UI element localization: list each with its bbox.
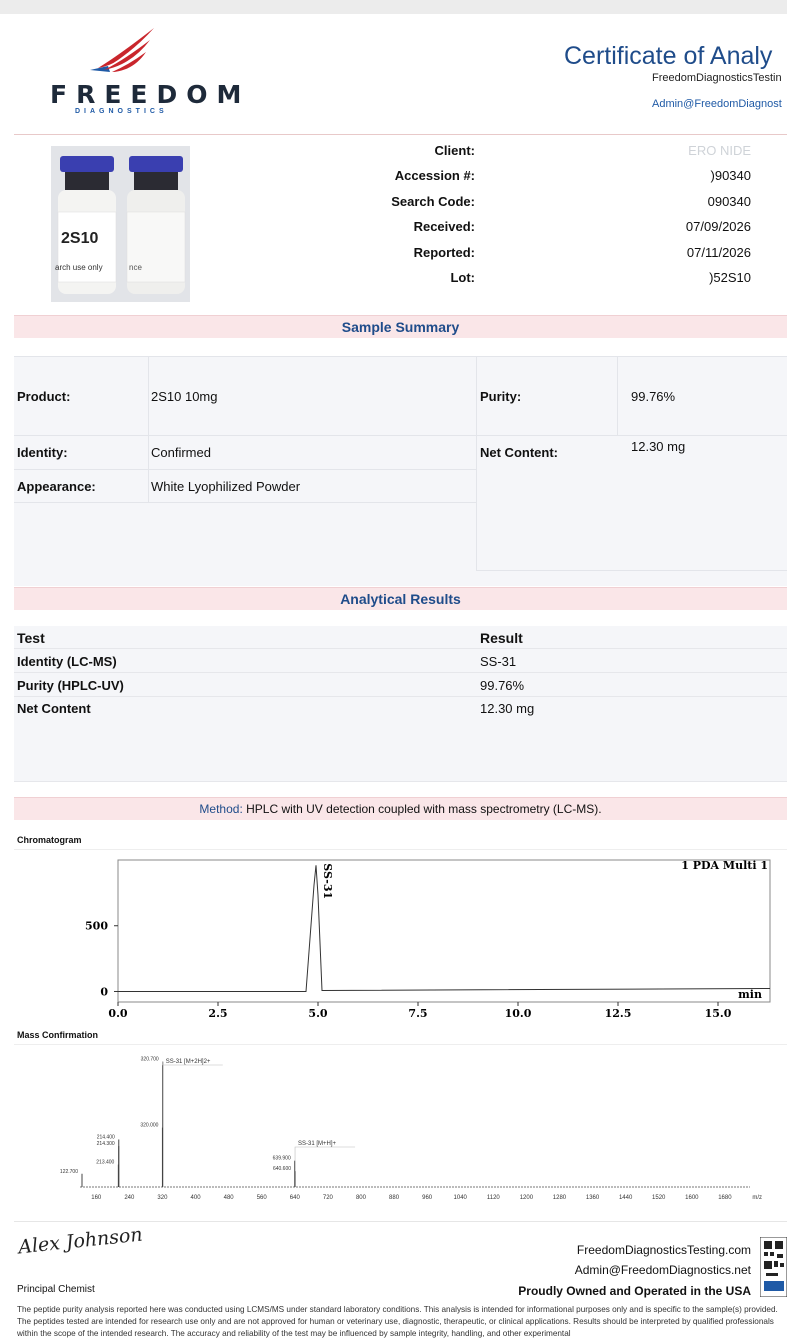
role: Principal Chemist bbox=[17, 1284, 95, 1295]
results-panel bbox=[14, 626, 787, 782]
brand-subname: DIAGNOSTICS bbox=[75, 108, 168, 115]
summary-mid-line bbox=[476, 356, 477, 570]
chromatogram-x-tick-label: 12.5 bbox=[604, 1007, 632, 1020]
summary-col-line bbox=[148, 356, 149, 502]
mass-x-tick-label: 560 bbox=[256, 1195, 267, 1201]
mass-peak-label: 213.400 bbox=[96, 1159, 115, 1166]
mass-x-tick-label: 720 bbox=[322, 1195, 333, 1201]
results-test: Purity (HPLC-UV) bbox=[17, 678, 124, 693]
sample-photo bbox=[51, 146, 190, 302]
summary-col-line-2 bbox=[617, 356, 618, 436]
results-col-test: Test bbox=[17, 630, 45, 646]
mass-x-tick-label: 480 bbox=[223, 1195, 234, 1201]
info-value: 090340 bbox=[707, 194, 751, 209]
mass-peak-label: 320.000 bbox=[140, 1122, 159, 1129]
info-label: Accession #: bbox=[394, 168, 475, 183]
results-bottom-line bbox=[14, 781, 787, 782]
vial-sublabel: arch use only bbox=[55, 263, 103, 272]
product-label: Product: bbox=[17, 389, 71, 404]
chromatogram-legend: 1 PDA Multi 1 bbox=[681, 859, 768, 872]
summary-row-line bbox=[14, 435, 787, 436]
chromatogram-trace bbox=[118, 865, 770, 991]
info-label: Reported: bbox=[413, 245, 475, 260]
identity-label: Identity: bbox=[17, 445, 68, 460]
signature: Alex Johnson bbox=[17, 1223, 144, 1259]
method-band bbox=[14, 797, 787, 820]
net-content-label: Net Content: bbox=[480, 445, 558, 460]
results-value: 99.76% bbox=[480, 678, 525, 693]
qr-code-icon[interactable] bbox=[760, 1237, 787, 1297]
mass-peak-label: 214.400 bbox=[96, 1134, 115, 1141]
disclaimer: The peptide purity analysis reported here was conducted using LCMS/MS under standard laboratory conditions. This analysis is intended for informational purposes only and is specific to the sample(s) provided. The peptides tested are intended for research use only and are not approved for human or veterinary use, diagnostic, therapeutic, or clinical applications. Results should be interpreted by qualified professionals within the scope of the intended research. The accuracy and reliability of the test may be influenced by sample integrity, handling, and other experimental bbox=[17, 1305, 778, 1338]
results-row-line bbox=[14, 648, 787, 649]
info-label: Search Code: bbox=[391, 194, 475, 209]
mass-x-unit: m/z bbox=[752, 1195, 762, 1201]
identity-value: Confirmed bbox=[151, 445, 211, 460]
chromatogram-chart bbox=[0, 850, 787, 1025]
chromatogram-y-tick-label: 0 bbox=[100, 985, 108, 999]
vials-icon bbox=[51, 146, 190, 302]
product-value: 2S10 10mg bbox=[151, 389, 218, 404]
mass-x-tick-label: 1120 bbox=[486, 1195, 500, 1201]
method-text: HPLC with UV detection coupled with mass spectrometry (LC-MS). bbox=[246, 802, 602, 816]
purity-label: Purity: bbox=[480, 389, 522, 404]
mass-x-tick-label: 1360 bbox=[585, 1195, 600, 1201]
method-label: Method: bbox=[199, 802, 243, 816]
analytical-results-title: Analytical Results bbox=[340, 591, 461, 607]
info-value: 07/09/2026 bbox=[685, 219, 751, 234]
mass-annotation-leader bbox=[295, 1147, 355, 1161]
info-value: )90340 bbox=[710, 168, 751, 183]
header-email[interactable]: Admin@FreedomDiagnost bbox=[652, 98, 782, 110]
summary-row-line-2 bbox=[14, 469, 476, 470]
chromatogram-x-tick-label: 5.0 bbox=[308, 1007, 328, 1020]
mass-peak-label: 214.300 bbox=[96, 1141, 115, 1148]
mass-spectrum-chart bbox=[0, 1045, 787, 1205]
chromatogram-x-tick-label: 2.5 bbox=[208, 1007, 228, 1020]
sample-summary-band bbox=[14, 315, 787, 338]
mass-x-tick-label: 1440 bbox=[618, 1195, 633, 1201]
certificate-title: Certificate of Analy bbox=[564, 42, 773, 70]
purity-value: 99.76% bbox=[631, 389, 676, 404]
mass-x-tick-label: 400 bbox=[190, 1195, 201, 1201]
results-row-line bbox=[14, 672, 787, 673]
info-value: ERO NIDE bbox=[688, 143, 751, 158]
results-row-line bbox=[14, 696, 787, 697]
mass-x-tick-label: 640 bbox=[289, 1195, 300, 1201]
mass-x-tick-label: 1680 bbox=[718, 1195, 732, 1201]
mass-peak-label: 640.600 bbox=[272, 1166, 292, 1173]
mass-peak-label: 639.900 bbox=[272, 1155, 291, 1162]
chromatogram-peak-label: SS-31 bbox=[321, 863, 334, 900]
brand-name: FREEDOM bbox=[50, 80, 251, 109]
footer-tagline: Proudly Owned and Operated in the USA bbox=[518, 1284, 751, 1298]
vial-sublabel-2: nce bbox=[129, 263, 142, 272]
chromatogram-x-tick-label: 0.0 bbox=[108, 1007, 128, 1020]
mass-x-tick-label: 240 bbox=[124, 1195, 135, 1201]
sample-summary-title: Sample Summary bbox=[341, 319, 460, 335]
results-test: Identity (LC-MS) bbox=[17, 654, 117, 669]
mass-peak-label: 122.700 bbox=[59, 1168, 78, 1175]
flag-logo-icon bbox=[88, 26, 158, 76]
info-label: Received: bbox=[413, 219, 475, 234]
mass-confirmation-label: Mass Confirmation bbox=[17, 1030, 99, 1040]
vial-label: 2S10 bbox=[61, 230, 99, 247]
results-value: SS-31 bbox=[480, 654, 517, 669]
results-value: 12.30 mg bbox=[480, 701, 535, 716]
mass-peak-label: 320.700 bbox=[140, 1056, 159, 1063]
mass-x-tick-label: 320 bbox=[157, 1195, 168, 1201]
mass-annotation: SS-31 [M+2H]2+ bbox=[165, 1059, 211, 1065]
footer-divider bbox=[14, 1221, 787, 1222]
mass-x-tick-label: 1520 bbox=[652, 1195, 666, 1201]
mass-x-tick-label: 800 bbox=[355, 1195, 366, 1201]
mass-x-tick-label: 160 bbox=[91, 1195, 102, 1201]
top-bar bbox=[0, 0, 787, 14]
mass-x-tick-label: 1040 bbox=[453, 1195, 467, 1201]
chromatogram-x-tick-label: 10.0 bbox=[504, 1007, 532, 1020]
method-line bbox=[14, 802, 787, 816]
chromatogram-y-tick-label: 500 bbox=[85, 919, 108, 933]
chromatogram-x-tick-label: 15.0 bbox=[704, 1007, 732, 1020]
net-content-value: 12.30 mg bbox=[631, 439, 686, 454]
chromatogram-label: Chromatogram bbox=[17, 835, 82, 845]
appearance-label: Appearance: bbox=[17, 479, 96, 494]
results-col-result: Result bbox=[480, 630, 523, 646]
summary-right-bottom bbox=[476, 570, 787, 571]
mass-x-tick-label: 880 bbox=[389, 1195, 400, 1201]
chromatogram-x-tick-label: 7.5 bbox=[408, 1007, 428, 1020]
appearance-value: White Lyophilized Powder bbox=[151, 479, 301, 494]
mass-annotation: SS-31 [M+H]+ bbox=[298, 1141, 337, 1147]
summary-row-line-3 bbox=[14, 502, 476, 503]
analytical-results-band bbox=[14, 587, 787, 610]
info-label: Client: bbox=[434, 143, 475, 158]
chromatogram-frame bbox=[118, 860, 770, 1002]
mass-x-tick-label: 1280 bbox=[552, 1195, 567, 1201]
mass-x-tick-label: 960 bbox=[422, 1195, 433, 1201]
results-test: Net Content bbox=[17, 701, 91, 716]
mass-x-tick-label: 1600 bbox=[685, 1195, 699, 1201]
info-label: Lot: bbox=[450, 270, 475, 285]
footer-email[interactable]: Admin@FreedomDiagnostics.net bbox=[574, 1263, 751, 1277]
info-value: 07/11/2026 bbox=[686, 245, 751, 260]
mass-x-tick-label: 1200 bbox=[519, 1195, 534, 1201]
chromatogram-x-unit: min bbox=[738, 988, 762, 1001]
footer-website[interactable]: FreedomDiagnosticsTesting.com bbox=[576, 1243, 751, 1257]
header-website[interactable]: FreedomDiagnosticsTestin bbox=[652, 72, 782, 84]
info-value: )52S10 bbox=[709, 270, 751, 285]
summary-top-line bbox=[14, 356, 787, 357]
header-divider bbox=[14, 134, 787, 135]
